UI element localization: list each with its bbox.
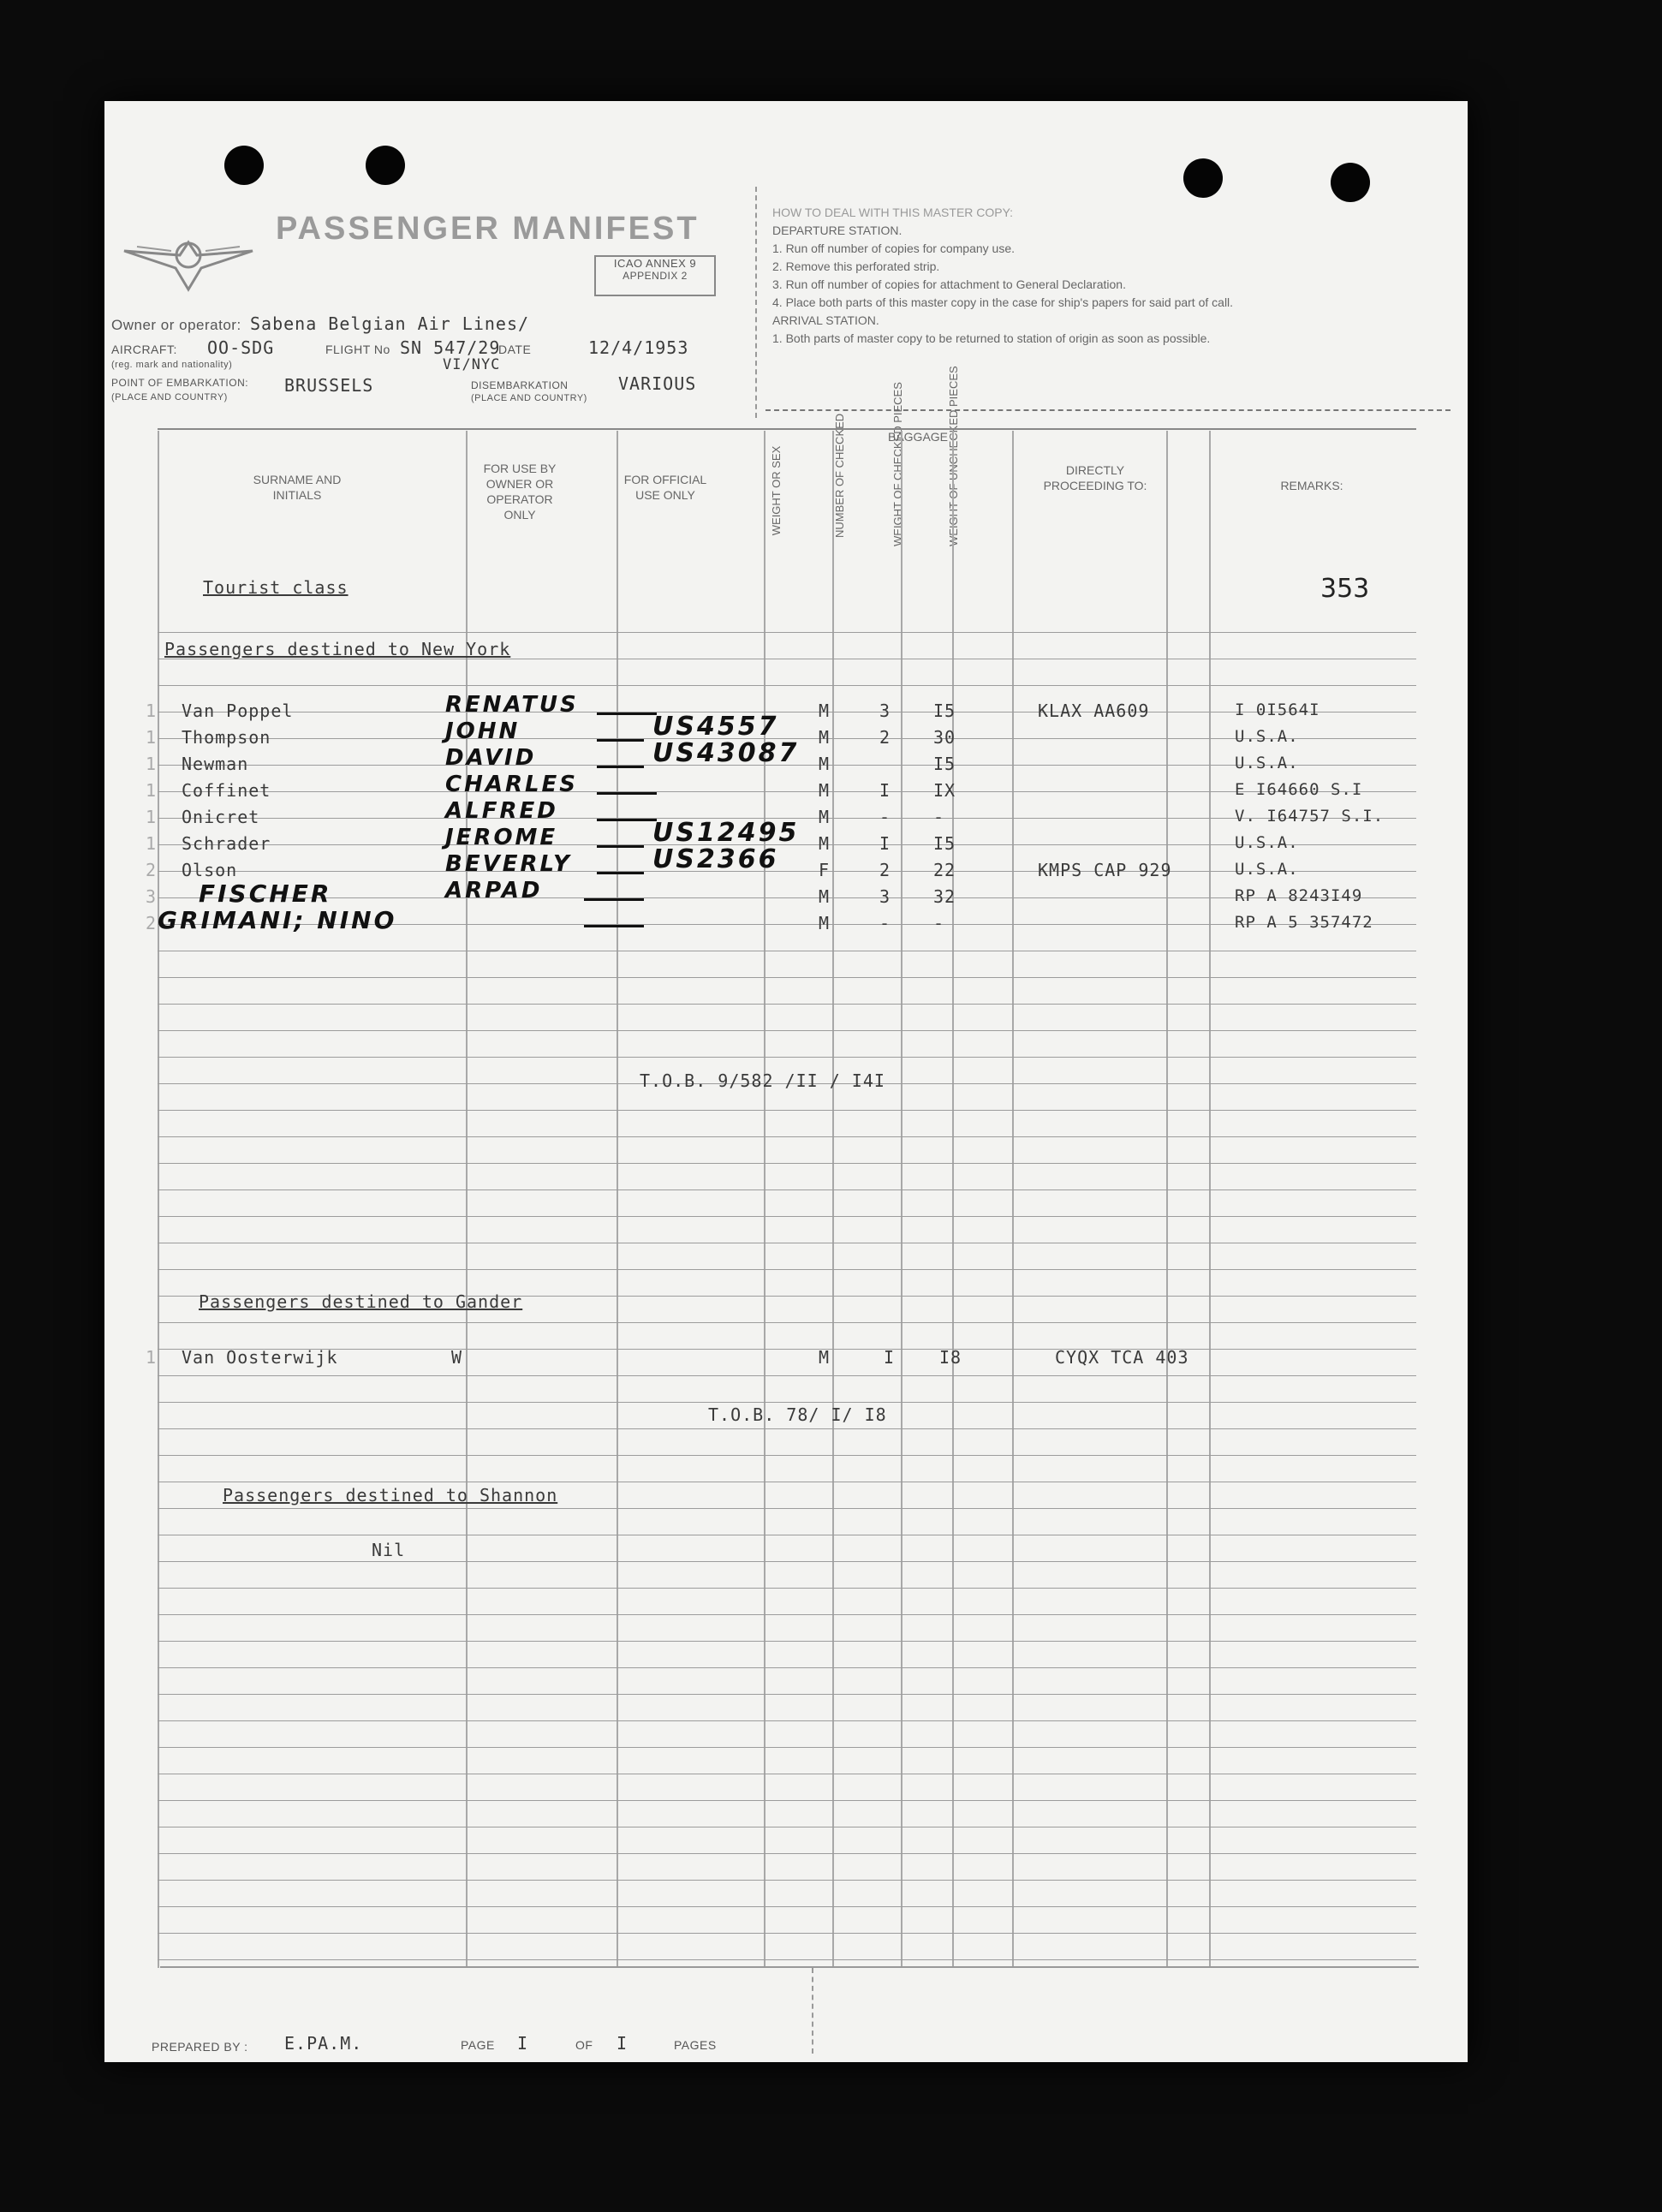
- disembark-sublabel: (PLACE AND COUNTRY): [471, 393, 587, 403]
- grid-row-line: [158, 1189, 1416, 1190]
- pages-label: PAGES: [674, 2038, 717, 2052]
- sex: M: [819, 727, 831, 748]
- grid-row-line: [158, 685, 1416, 686]
- grid-row-line: [158, 1667, 1416, 1668]
- perforation-line-bottom: [812, 1968, 813, 2054]
- flight-value-2: VI/NYC: [443, 356, 501, 373]
- surname: Van Oosterwijk: [182, 1347, 338, 1368]
- surname: Newman: [182, 754, 249, 774]
- remark: RP A 5 357472: [1235, 913, 1373, 932]
- embark-sublabel: (PLACE AND COUNTRY): [111, 392, 228, 402]
- weight: IX: [933, 780, 956, 801]
- surname: Thompson: [182, 727, 271, 748]
- footer-rule: [160, 1966, 1419, 1968]
- grid-row-line: [158, 1906, 1416, 1907]
- grid-column-line: [901, 431, 902, 1968]
- handwritten-dash: [597, 819, 657, 821]
- manifest-sheet: [104, 101, 1468, 2062]
- handwritten-dash: [597, 739, 644, 742]
- of-value: I: [617, 2033, 628, 2054]
- page-value: I: [517, 2033, 529, 2054]
- grid-row-line: [158, 977, 1416, 978]
- passenger-row: [104, 818, 1468, 859]
- grid-column-line: [1012, 431, 1014, 1968]
- surname: Van Poppel: [182, 701, 294, 721]
- remark: U.S.A.: [1235, 754, 1299, 772]
- section-tourist-class: Tourist class: [203, 577, 348, 598]
- shannon-nil: Nil: [372, 1540, 406, 1560]
- remark: U.S.A.: [1235, 727, 1299, 746]
- destination: KMPS CAP 929: [1038, 860, 1172, 880]
- remark: I 0I564I: [1235, 701, 1320, 719]
- handwritten-dash: [597, 872, 644, 874]
- date-label: DATE: [498, 343, 532, 356]
- section-shannon: Passengers destined to Shannon: [223, 1485, 558, 1505]
- embark-label: POINT OF EMBARKATION:: [111, 377, 249, 389]
- grid-column-line: [1166, 431, 1168, 1968]
- col-header-owner-use: FOR USE BY OWNER OR OPERATOR ONLY: [483, 462, 557, 522]
- grid-row-line: [158, 1428, 1416, 1429]
- pieces: -: [879, 807, 891, 827]
- handwritten-dash: [597, 845, 644, 848]
- punch-hole: [366, 146, 405, 185]
- aircraft-label: AIRCRAFT:: [111, 343, 177, 356]
- handwritten-dash: [584, 898, 644, 901]
- icao-box-line: APPENDIX 2: [623, 270, 688, 282]
- row-number: 1: [146, 701, 158, 721]
- grid-row-line: [158, 1110, 1416, 1111]
- weight: -: [933, 807, 945, 827]
- perforation-line: [755, 187, 757, 418]
- aircraft-value: OO-SDG: [207, 337, 275, 358]
- gander-row: [104, 1347, 1468, 1376]
- remark: V. I64757 S.I.: [1235, 807, 1385, 826]
- passport-code: US4557: [652, 712, 779, 742]
- grid-row-line: [158, 1322, 1416, 1323]
- embark-value: BRUSSELS: [284, 375, 374, 396]
- aircraft-sublabel: (reg. mark and nationality): [111, 360, 233, 370]
- weight: I5: [933, 833, 956, 854]
- row-number: 1: [146, 754, 158, 774]
- grid-column-line: [466, 431, 468, 1968]
- punch-hole: [1331, 163, 1370, 202]
- grid-row-line: [158, 1614, 1416, 1615]
- sex: F: [819, 860, 831, 880]
- pieces: 2: [879, 860, 891, 880]
- col-header-surname: SURNAME AND INITIALS: [253, 473, 342, 502]
- weight: I5: [933, 701, 956, 721]
- weight: 22: [933, 860, 956, 880]
- handwritten-dash: [597, 766, 644, 768]
- grid-row-line: [158, 1508, 1416, 1509]
- instructions-heading: HOW TO DEAL WITH THIS MASTER COPY:: [772, 206, 1014, 219]
- col-header-weight-checked: WEIGHT OF CHECKED PIECES: [891, 382, 904, 546]
- owner-value: Sabena Belgian Air Lines/: [250, 313, 530, 334]
- grid-row-line: [158, 1057, 1416, 1058]
- grid-column-line: [952, 431, 954, 1968]
- weight: 32: [933, 886, 956, 907]
- pieces: 2: [879, 727, 891, 748]
- arrival-item: 1. Both parts of master copy to be returned to station of origin as soon as possible.: [772, 331, 1211, 345]
- sex: M: [819, 913, 831, 933]
- punch-hole: [224, 146, 264, 185]
- passenger-row: [104, 738, 1468, 779]
- surname: Olson: [182, 860, 238, 880]
- disembark-label: DISEMBARKATION: [471, 379, 569, 391]
- remark: U.S.A.: [1235, 860, 1299, 879]
- header-rule: [765, 409, 1451, 411]
- first-name: ARPAD: [445, 878, 543, 903]
- grid-row-line: [158, 1880, 1416, 1881]
- page-title: PASSENGER MANIFEST: [276, 211, 700, 247]
- grid-row-line: [158, 1853, 1416, 1854]
- of-label: OF: [575, 2038, 593, 2052]
- grid-row-line: [158, 1004, 1416, 1005]
- first-name: DAVID: [445, 745, 537, 771]
- passenger-row: [104, 772, 1468, 806]
- sex: M: [819, 780, 831, 801]
- remark: U.S.A.: [1235, 833, 1299, 852]
- grid-row-line: [158, 1402, 1416, 1403]
- weight: I8: [939, 1347, 962, 1368]
- col-header-baggage: BAGGAGE: [887, 430, 949, 444]
- page-stamp: 353: [1320, 574, 1370, 604]
- grid-row-line: [158, 1455, 1416, 1456]
- passenger-row: [104, 906, 1468, 939]
- row-number: 2: [146, 913, 158, 933]
- weight: -: [933, 913, 945, 933]
- col-header-remarks: REMARKS:: [1280, 479, 1343, 492]
- flight-value: SN 547/29: [400, 337, 501, 358]
- grid-column-line: [832, 431, 834, 1968]
- first-name: JEROME: [445, 825, 558, 850]
- sex: M: [819, 886, 831, 907]
- arrival-heading: ARRIVAL STATION.: [772, 313, 879, 327]
- sex: M: [819, 701, 831, 721]
- handwritten-dash: [597, 792, 657, 795]
- pieces: -: [879, 913, 891, 933]
- instruction-item: 3. Run off number of copies for attachment to General Declaration.: [772, 277, 1126, 291]
- surname: Coffinet: [182, 780, 271, 801]
- destination: CYQX TCA 403: [1055, 1347, 1189, 1368]
- row-number: 1: [146, 807, 158, 827]
- surname: Schrader: [182, 833, 271, 854]
- passport-code: US12495: [652, 818, 800, 848]
- icao-box: [594, 255, 716, 296]
- grid-row-line: [158, 1694, 1416, 1695]
- grid-column-line: [1209, 431, 1211, 1968]
- instruction-item: 4. Place both parts of this master copy in the case for ship's papers for said part of call.: [772, 295, 1234, 309]
- col-header-weight-unchecked: WEIGHT OF UNCHECKED PIECES: [947, 366, 960, 546]
- col-header-weight-sex: WEIGHT OR SEX: [770, 445, 783, 536]
- passport-code: US2366: [652, 844, 779, 874]
- first-name: CHARLES: [445, 772, 579, 797]
- departure-heading: DEPARTURE STATION.: [772, 224, 902, 237]
- icao-box-line: ICAO ANNEX 9: [613, 257, 697, 270]
- pieces: 3: [879, 886, 891, 907]
- destination: KLAX AA609: [1038, 701, 1150, 721]
- grid-row-line: [158, 1030, 1416, 1031]
- first-name: ALFRED: [445, 798, 558, 824]
- row-number: 1: [146, 833, 158, 854]
- prepared-value: E.PA.M.: [284, 2033, 363, 2054]
- grid-row-line: [158, 1641, 1416, 1642]
- first-name: W: [451, 1347, 463, 1368]
- passenger-row: [104, 692, 1468, 726]
- row-number: 2: [146, 860, 158, 880]
- punch-hole: [1183, 158, 1223, 198]
- grid-row-line: [158, 1163, 1416, 1164]
- section-gander: Passengers destined to Gander: [199, 1291, 523, 1312]
- surname: GRIMANI; NINO: [158, 906, 397, 934]
- handwritten-dash: [584, 925, 644, 927]
- grid-column-line: [158, 431, 159, 1968]
- grid-column-line: [617, 431, 618, 1968]
- sex: M: [819, 1347, 831, 1368]
- pieces: I: [879, 780, 891, 801]
- pieces: I: [884, 1347, 896, 1368]
- pieces: I: [879, 833, 891, 854]
- disembark-value: VARIOUS: [618, 373, 697, 394]
- sabena-logo-icon: [120, 217, 257, 294]
- date-value: 12/4/1953: [588, 337, 689, 358]
- weight: I5: [933, 754, 956, 774]
- page-label: PAGE: [461, 2038, 495, 2052]
- total-new-york: T.O.B. 9/582 /II / I4I: [640, 1070, 885, 1091]
- flight-label: FLIGHT No: [325, 343, 390, 356]
- instruction-item: 1. Run off number of copies for company use.: [772, 241, 1016, 255]
- col-header-official-use: FOR OFFICIAL USE ONLY: [623, 473, 707, 502]
- surname: FISCHER: [199, 879, 332, 908]
- prepared-label: PREPARED BY :: [152, 2040, 248, 2054]
- instruction-item: 2. Remove this perforated strip.: [772, 259, 940, 273]
- grid-row-line: [158, 1800, 1416, 1801]
- grid-row-line: [158, 1720, 1416, 1721]
- grid-row-line: [158, 1747, 1416, 1748]
- grid-row-line: [158, 1959, 1416, 1960]
- grid-top-line: [158, 428, 1416, 430]
- first-name: RENATUS: [445, 692, 579, 718]
- first-name: BEVERLY: [445, 851, 572, 877]
- surname: Onicret: [182, 807, 260, 827]
- sex: M: [819, 807, 831, 827]
- grid-row-line: [158, 1588, 1416, 1589]
- owner-label: Owner or operator:: [111, 317, 241, 333]
- grid-row-line: [158, 1561, 1416, 1562]
- grid-row-line: [158, 1933, 1416, 1934]
- grid-row-line: [158, 1136, 1416, 1137]
- sex: M: [819, 833, 831, 854]
- remark: E I64660 S.I: [1235, 780, 1363, 799]
- grid-column-line: [764, 431, 765, 1968]
- pieces: 3: [879, 701, 891, 721]
- handwritten-dash: [597, 712, 657, 715]
- row-number: 1: [146, 780, 158, 801]
- total-gander: T.O.B. 78/ I/ I8: [708, 1404, 887, 1425]
- row-number: 1: [146, 1347, 158, 1368]
- grid-row-line: [158, 632, 1416, 633]
- passport-code: US43087: [652, 738, 800, 768]
- sex: M: [819, 754, 831, 774]
- grid-row-line: [158, 1269, 1416, 1270]
- instructions: [772, 204, 1449, 348]
- weight: 30: [933, 727, 956, 748]
- remark: RP A 8243I49: [1235, 886, 1363, 905]
- grid-row-line: [158, 1216, 1416, 1217]
- row-number: 1: [146, 727, 158, 748]
- col-header-proceeding: DIRECTLY PROCEEDING TO:: [1043, 463, 1147, 492]
- col-header-num-checked: NUMBER OF CHECKED: [833, 413, 846, 538]
- row-number: 3: [146, 886, 158, 907]
- section-new-york: Passengers destined to New York: [164, 639, 511, 659]
- first-name: JOHN: [445, 718, 521, 744]
